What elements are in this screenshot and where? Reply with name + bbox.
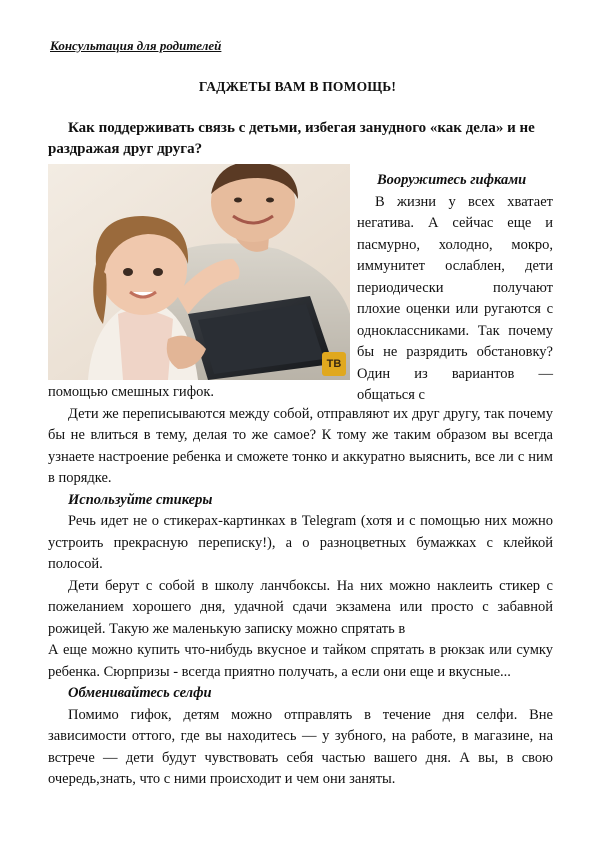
paragraph: Дети берут с собой в школу ланчбоксы. На них можно наклеить стикер с пожеланием хорошего дня, удачной сдачи экзамена или просто с забавной рожицей. Такую же маленькую записку можно спрятать в — [48, 577, 553, 637]
paragraph: Дети же переписываются между собой, отправляют их друг другу, так почему бы не влиться в тему, делая то же самое? К тому же таким образом вы всегда узнаете настроение ребенка и сможете тонко и аккуратно выяснить, все ли с ним в порядке. — [48, 405, 553, 486]
section-heading-stickers: Используйте стикеры — [68, 491, 213, 508]
section-heading-selfie: Обменивайтесь селфи — [68, 685, 212, 701]
paragraph: А еще можно купить что-нибудь вкусное и тайком спрятать в рюкзак или сумку ребенка. Сюрпризы - всегда приятно получать, а если они еще и вкусные... — [48, 642, 553, 680]
section-heading-gifs: Вооружитесь гифками — [377, 172, 527, 188]
page-title: ГАДЖЕТЫ ВАМ В ПОМОЩЬ! — [198, 79, 397, 94]
header-label: Консультация для родителей — [50, 38, 222, 53]
father-daughter-photo — [48, 164, 350, 380]
subtitle: Как поддерживать связь с детьми, избегая занудного «как дела» и не раздражая друг друга? — [48, 120, 535, 157]
watermark-badge: ТВ — [326, 358, 342, 370]
paragraph: помощью смешных гифок. — [48, 384, 215, 400]
paragraph: В жизни у всех хватает негатива. А сейчас еще и пасмурно, холодно, мокро, иммунитет ослаблен, дети периодически получают плохие оценки или ругаются с одноклассниками. Так почему бы не разрядить обстановку? Один из вариантов — общаться с — [357, 193, 553, 403]
main-body — [48, 382, 553, 791]
paragraph: Речь идет не о стикерах-картинках в Telegram (хотя и с помощью них можно устроить прекрасную переписку!), а о разноцветных бумажках с клейкой полосой. — [48, 513, 553, 572]
paragraph: Помимо гифок, детям можно отправлять в течение дня селфи. Вне зависимости оттого, где вы находитесь — у зубного, на работе, в магазине, на встрече — дети будут чувствовать себя частью вашего дня. А вы, в свою очередь,знать, что с ними происходит и чем они заняты. — [48, 706, 553, 787]
side-column — [357, 170, 553, 407]
